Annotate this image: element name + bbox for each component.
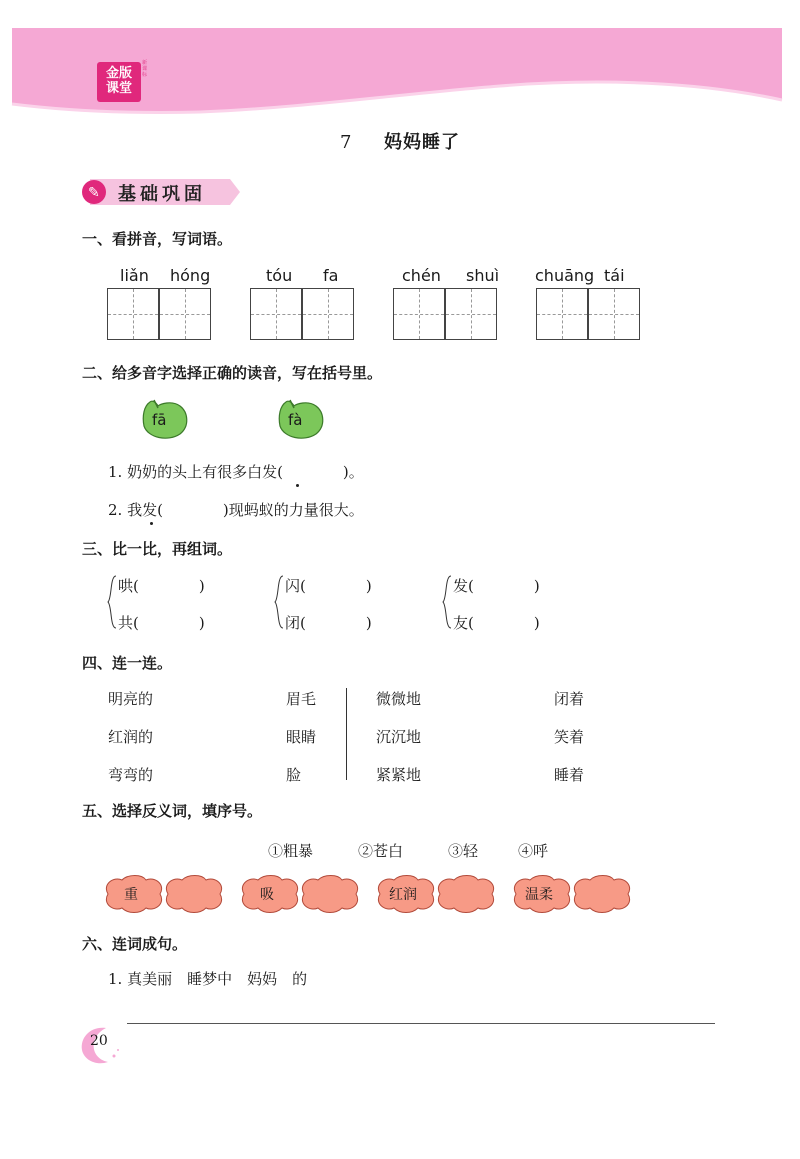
- q1-heading: 一、看拼音，写词语。: [82, 230, 233, 248]
- q4-heading: 四、连一连。: [82, 654, 173, 672]
- q1-grid-3a[interactable]: [393, 288, 445, 340]
- q3-pair-2-bottom: 闭( ): [285, 614, 372, 632]
- q3-pair-3-bottom: 友( ): [453, 614, 540, 632]
- q4-left-b-3[interactable]: 脸: [286, 766, 302, 784]
- q1-grid-4b[interactable]: [588, 288, 640, 340]
- q1-pinyin-2b: fa: [323, 266, 339, 285]
- q1-pinyin-3a: chén: [402, 266, 441, 285]
- q2-item-1: 1. 奶奶的头上有很多白发( )。: [108, 463, 364, 481]
- q5-answer-1[interactable]: [168, 878, 222, 910]
- q3-pair-2-top: 闪( ): [285, 577, 372, 595]
- q5-cloud-3: 红润: [389, 887, 417, 903]
- q1-pinyin-1a: liǎn: [120, 266, 149, 285]
- q5-option-4: ④呼: [518, 842, 549, 860]
- q1-grid-4a[interactable]: [536, 288, 588, 340]
- q1-grid-3b[interactable]: [445, 288, 497, 340]
- q4-right-a-2[interactable]: 沉沉地: [376, 728, 422, 746]
- q5-cloud-1: 重: [124, 887, 138, 903]
- q4-right-b-2[interactable]: 笑着: [554, 728, 585, 746]
- q3-pair-3-top: 发( ): [453, 577, 540, 595]
- q5-answer-4[interactable]: [576, 878, 630, 910]
- q4-left-a-1[interactable]: 明亮的: [108, 690, 154, 708]
- q5-cloud-4: 温柔: [525, 887, 553, 903]
- footer-rule: [127, 1023, 715, 1024]
- brace-icon: [441, 574, 453, 630]
- q1-pinyin-3b: shuì: [466, 266, 500, 285]
- header-band: [0, 0, 800, 120]
- lesson-name: 妈妈睡了: [383, 132, 460, 153]
- q1-grid-1a[interactable]: [107, 288, 159, 340]
- q5-answer-2[interactable]: [304, 878, 358, 910]
- q1-pinyin-1b: hóng: [170, 266, 211, 285]
- emphasis-dot: [296, 484, 299, 487]
- q5-answer-3[interactable]: [440, 878, 494, 910]
- q4-right-b-3[interactable]: 睡着: [554, 766, 585, 784]
- column-divider: [346, 688, 347, 780]
- q3-heading: 三、比一比，再组词。: [82, 540, 233, 558]
- brace-icon: [106, 574, 118, 630]
- q5-option-2: ②苍白: [358, 842, 404, 860]
- logo-line-1: 金版: [105, 66, 132, 81]
- q4-left-b-1[interactable]: 眉毛: [286, 690, 317, 708]
- q5-heading: 五、选择反义词，填序号。: [82, 802, 263, 820]
- brand-logo: [97, 62, 141, 102]
- page-number: 20: [90, 1033, 108, 1049]
- q2-item-2: 2. 我发( )现蚂蚁的力量很大。: [108, 501, 364, 519]
- q4-right-a-1[interactable]: 微微地: [376, 690, 422, 708]
- q4-left-b-2[interactable]: 眼睛: [286, 728, 317, 746]
- lesson-title: [0, 128, 800, 154]
- q3-pair-1-top: 哄( ): [118, 577, 205, 595]
- emphasis-dot: [150, 522, 153, 525]
- q5-cloud-2: 吸: [260, 887, 274, 903]
- q1-pinyin-2a: tóu: [266, 266, 293, 285]
- q1-grid-2b[interactable]: [302, 288, 354, 340]
- lesson-number: 7: [340, 132, 353, 153]
- q6-heading: 六、连词成句。: [82, 935, 188, 953]
- q2-heading: 二、给多音字选择正确的读音，写在括号里。: [82, 364, 383, 382]
- q5-option-3: ③轻: [448, 842, 479, 860]
- q4-right-b-1[interactable]: 闭着: [554, 690, 585, 708]
- brace-icon: [273, 574, 285, 630]
- q1-pinyin-4b: tái: [604, 266, 625, 285]
- q1-grid-2a[interactable]: [250, 288, 302, 340]
- section-label: 基础巩固: [118, 184, 206, 205]
- q4-right-a-3[interactable]: 紧紧地: [376, 766, 422, 784]
- q6-item-1: 1. 真美丽 睡梦中 妈妈 的: [108, 970, 308, 988]
- q1-grid-1b[interactable]: [159, 288, 211, 340]
- q1-pinyin-4a: chuāng: [535, 266, 595, 285]
- q2-option-1: fā: [152, 411, 167, 429]
- logo-line-2: 课堂: [105, 81, 132, 96]
- q4-left-a-3[interactable]: 弯弯的: [108, 766, 154, 784]
- logo-side-text: 新课标: [142, 60, 148, 78]
- q5-option-1: ①粗暴: [268, 842, 314, 860]
- q4-left-a-2[interactable]: 红润的: [108, 728, 154, 746]
- q3-pair-1-bottom: 共( ): [118, 614, 205, 632]
- svg-text:✎: ✎: [88, 185, 100, 201]
- q2-option-2: fà: [288, 411, 303, 429]
